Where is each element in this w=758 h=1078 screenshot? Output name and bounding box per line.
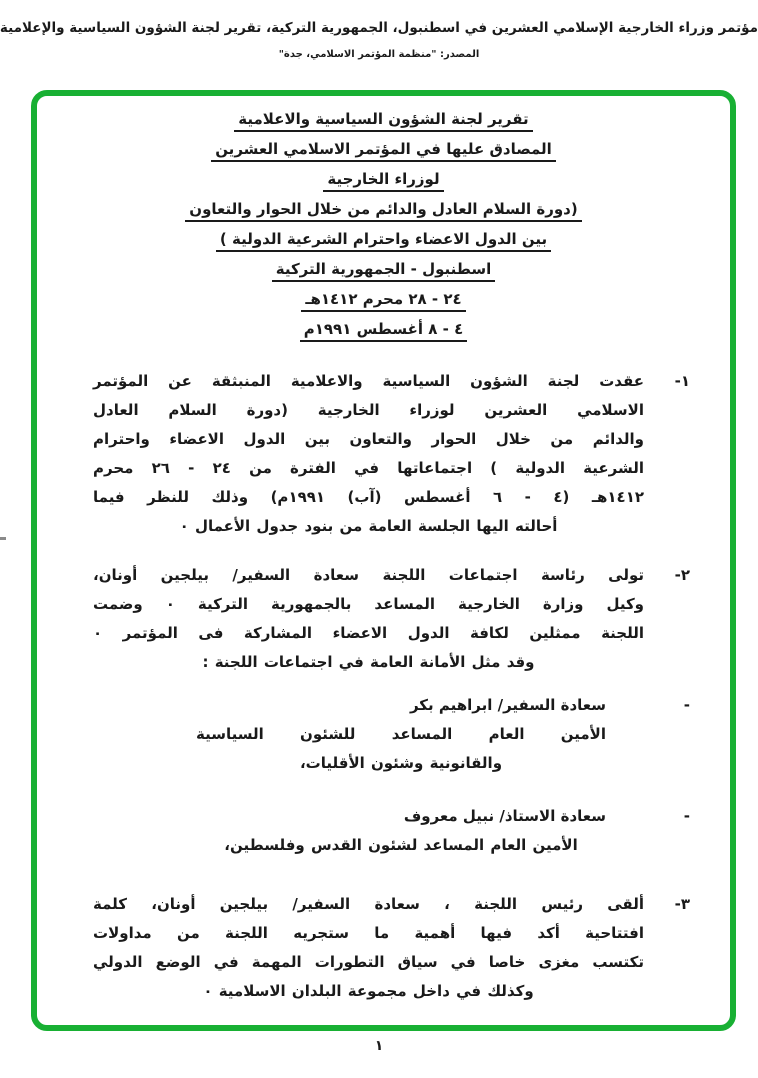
bullet-item	[93, 691, 690, 778]
report-title-text: ٤ - ٨ أغسطس ١٩٩١م	[300, 320, 468, 342]
report-title-line	[37, 169, 730, 191]
document-border-frame	[31, 90, 736, 1031]
paragraph-lines	[93, 367, 644, 541]
document-header-title: مؤتمر وزراء الخارجية الإسلامي العشرين في اسطنبول، الجمهورية التركية، تقرير لجنة الشؤون السياسية والإعلامية	[0, 20, 758, 36]
report-title-line	[37, 289, 730, 311]
paragraph-lines	[93, 890, 644, 1006]
scan-artifact-mark	[0, 537, 6, 540]
paragraph-number: ٢-	[674, 566, 690, 584]
report-title-line	[37, 319, 730, 341]
bullet-item	[93, 802, 690, 860]
paragraph-line: ألقى رئيس اللجنة ، سعادة السفير/ بيلجين أونان، كلمة	[93, 895, 644, 913]
paragraph-line: عقدت لجنة الشؤون السياسية والاعلامية المنبثقة عن المؤتمر	[93, 372, 644, 390]
paragraph-line: افتتاحية أكد فيها أهمية ما ستجريه اللجنة من مداولات	[93, 924, 644, 942]
paragraph-number: ١-	[674, 372, 690, 390]
report-title-text: ٢٤ - ٢٨ محرم ١٤١٢هـ	[301, 290, 465, 312]
report-title-text: تقرير لجنة الشؤون السياسية والاعلامية	[234, 110, 532, 132]
paragraph-line: تكتسب مغزى خاصا في سياق التطورات المهمة في الوضع الدولي	[93, 953, 644, 971]
paragraph-line: وكذلك في داخل مجموعة البلدان الاسلامية ٠	[203, 982, 534, 1000]
report-title-text: بين الدول الاعضاء واحترام الشرعية الدولية )	[216, 230, 551, 252]
paragraph-line: وقد مثل الأمانة العامة في اجتماعات اللجنة :	[202, 653, 535, 671]
numbered-paragraph	[93, 367, 690, 541]
page-number: ١	[374, 1038, 384, 1054]
paragraph-lines	[93, 561, 644, 677]
paragraph-number: ٣-	[674, 895, 690, 913]
report-title-line	[37, 109, 730, 131]
report-title-text: لوزراء الخارجية	[323, 170, 443, 192]
paragraph-line: اللجنة ممثلين لكافة الدول الاعضاء المشاركة فى المؤتمر ٠	[93, 624, 644, 642]
report-title-line	[37, 139, 730, 161]
bullet-marker: -	[683, 807, 690, 825]
bullet-detail-line: والقانونية وشئون الأقليات،	[299, 754, 503, 772]
numbered-paragraph	[93, 890, 690, 1006]
paragraph-line: تولى رئاسة اجتماعات اللجنة سعادة السفير/ بيلجين أونان،	[93, 566, 644, 584]
paragraph-line: الاسلامي العشرين لوزراء الخارجية (دورة السلام العادل	[93, 401, 644, 419]
bullet-detail-line: الأمين العام المساعد لشئون القدس وفلسطين،	[224, 836, 578, 854]
report-title-text: اسطنبول - الجمهورية التركية	[272, 260, 496, 282]
bullet-marker: -	[683, 696, 690, 714]
report-title-block	[37, 96, 730, 341]
report-title-line	[37, 199, 730, 221]
document-body	[37, 367, 730, 1006]
paragraph-line: والدائم من خلال الحوار والتعاون بين الدول الاعضاء واحترام	[93, 430, 644, 448]
report-title-line	[37, 259, 730, 281]
bullet-text	[196, 802, 606, 860]
numbered-paragraph	[93, 561, 690, 677]
bullet-heading: سعادة السفير/ ابراهيم بكر	[409, 696, 606, 714]
paragraph-line: الشرعية الدولية ) اجتماعاتها في الفترة من ٢٤ - ٢٦ محرم	[93, 459, 644, 477]
bullet-heading: سعادة الاستاذ/ نبيل معروف	[403, 807, 606, 825]
document-source-line: المصدر: "منظمة المؤتمر الاسلامي، جدة"	[278, 49, 480, 60]
report-title-line	[37, 229, 730, 251]
report-title-text: (دورة السلام العادل والدائم من خلال الحوار والتعاون	[185, 200, 581, 222]
bullet-text	[196, 691, 606, 778]
bullet-detail-line: الأمين العام المساعد للشئون السياسية	[196, 725, 606, 743]
paragraph-line: وكيل وزارة الخارجية المساعد بالجمهورية التركية ٠ وضمت	[93, 595, 644, 613]
paragraph-line: ١٤١٢هـ (٤ - ٦ أغسطس (آب) ١٩٩١م) وذلك للنظر فيما	[93, 488, 645, 506]
paragraph-line: أحالته اليها الجلسة العامة من بنود جدول الأعمال ٠	[179, 517, 558, 535]
report-title-text: المصادق عليها في المؤتمر الاسلامي العشرين	[211, 140, 556, 162]
